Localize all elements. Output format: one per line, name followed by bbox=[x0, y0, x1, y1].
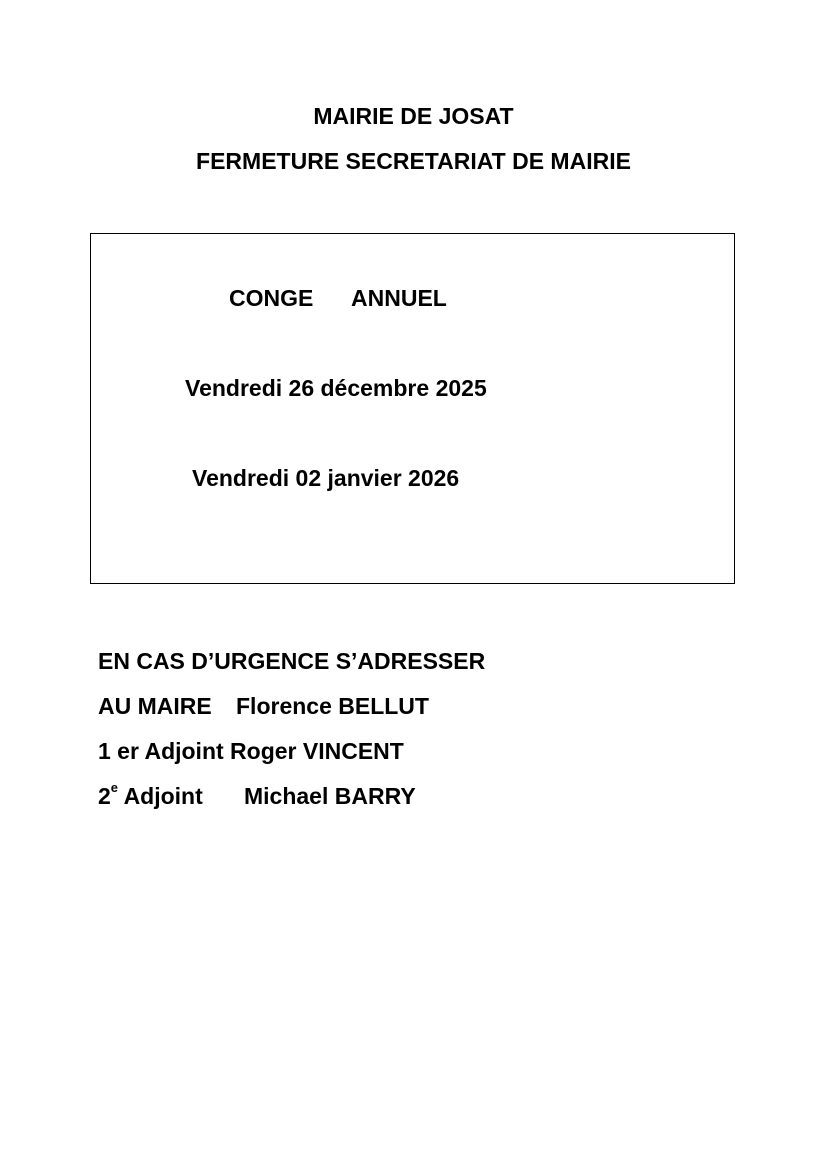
second-deputy-name: Michael BARRY bbox=[244, 783, 416, 809]
closure-start-date: Vendredi 26 décembre 2025 bbox=[185, 375, 487, 401]
mayor-label: AU MAIRE bbox=[98, 693, 212, 719]
first-deputy: 1 er Adjoint Roger VINCENT bbox=[98, 738, 404, 764]
second-deputy-suffix: e bbox=[110, 780, 119, 796]
mayor-name: Florence BELLUT bbox=[236, 693, 429, 719]
second-deputy-number: 2 bbox=[98, 783, 111, 809]
page-title: MAIRIE DE JOSAT bbox=[313, 103, 514, 129]
notice-heading-annuel: ANNUEL bbox=[351, 285, 447, 311]
second-deputy-label bbox=[98, 782, 203, 810]
page-subtitle: FERMETURE SECRETARIAT DE MAIRIE bbox=[196, 148, 631, 174]
notice-heading-conge: CONGE bbox=[229, 285, 314, 311]
second-deputy-word: Adjoint bbox=[118, 783, 203, 809]
emergency-intro: EN CAS D’URGENCE S’ADRESSER bbox=[98, 648, 486, 674]
closure-end-date: Vendredi 02 janvier 2026 bbox=[192, 465, 460, 491]
